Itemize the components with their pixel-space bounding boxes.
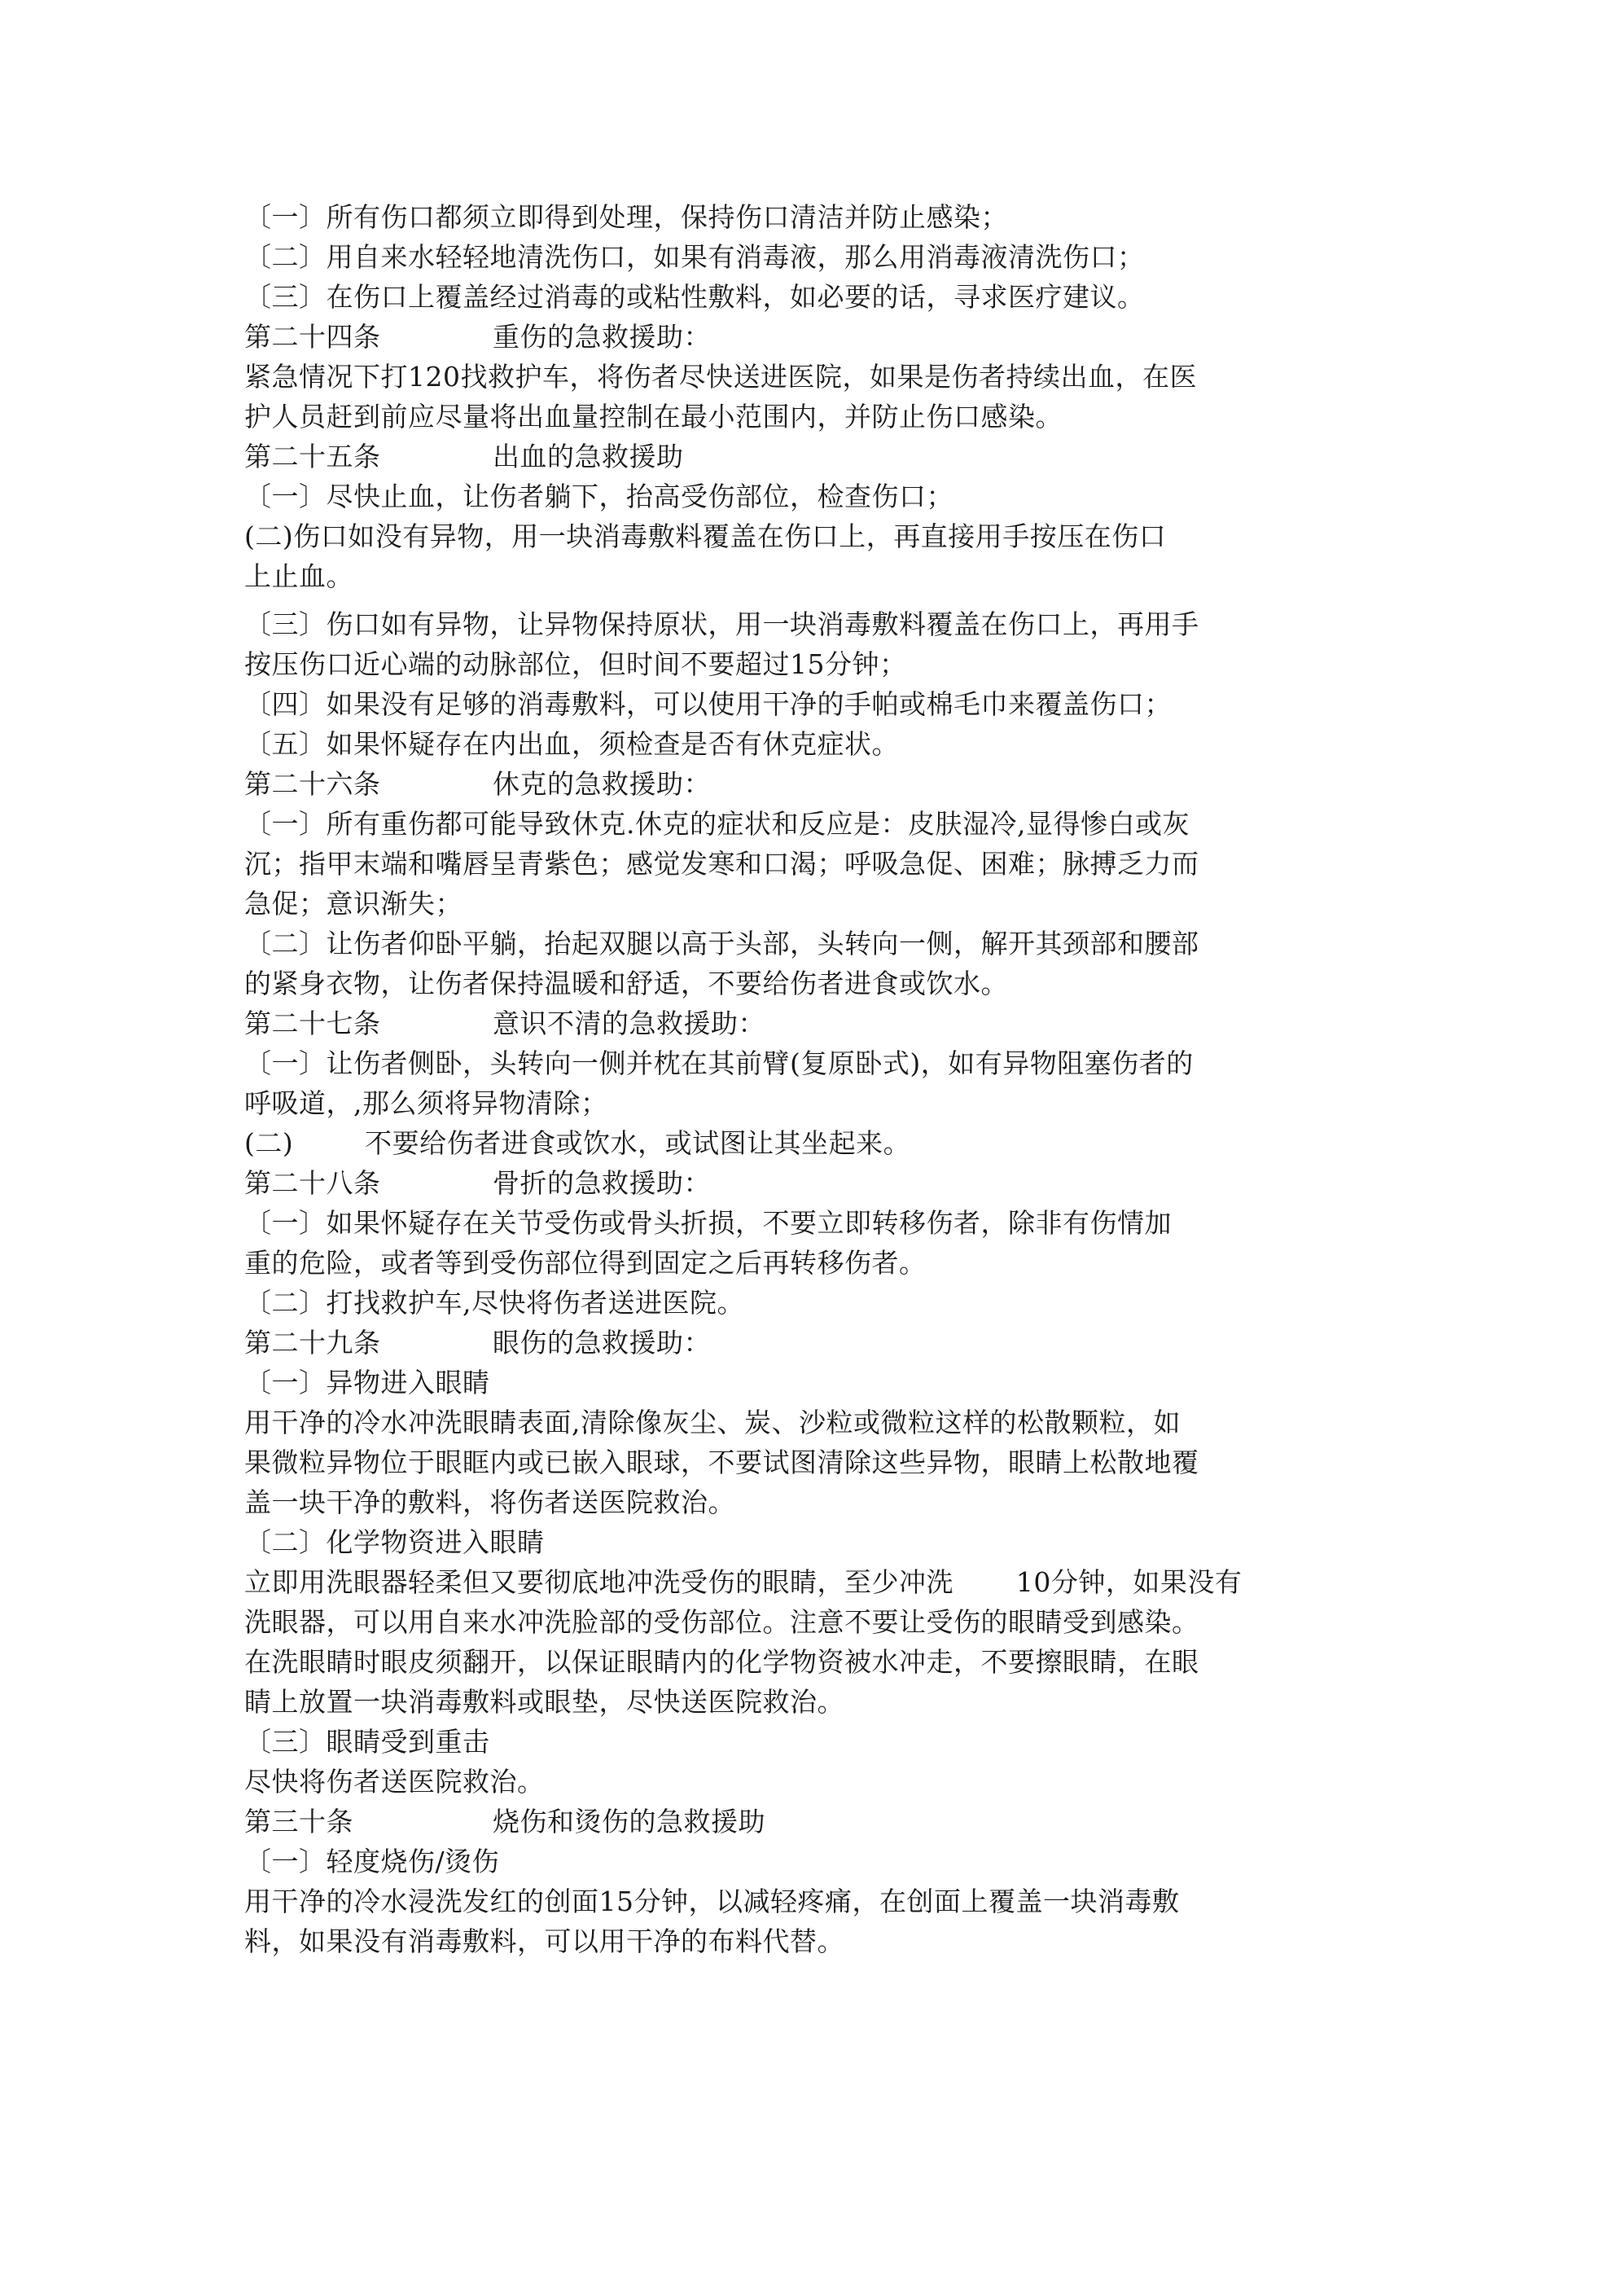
article-heading <box>244 1003 1384 1043</box>
text-line: 〔四〕如果没有足够的消毒敷料，可以使用干净的手帕或棉毛巾来覆盖伤口； <box>244 688 1172 720</box>
text-line: 用干净的冷水冲洗眼睛表面,清除像灰尘、炭、沙粒或微粒这样的松散颗粒，如 <box>244 1407 1181 1438</box>
text-line: 〔五〕如果怀疑存在内出血，须检查是否有休克症状。 <box>244 728 899 760</box>
text-line: 〔二〕用自来水轻轻地清洗伤口，如果有消毒液，那么用消毒液清洗伤口； <box>244 241 1145 273</box>
text-line: 的紧身衣物，让伤者保持温暖和舒适，不要给伤者进食或饮水。 <box>244 968 1008 999</box>
article-number: 第三十条 <box>244 1806 353 1837</box>
article-number: 第二十七条 <box>244 1008 381 1039</box>
text-line: 立即用洗眼器轻柔但又要彻底地冲洗受伤的眼睛，至少冲洗 10分钟，如果没有 <box>244 1566 1243 1598</box>
text-line: 用干净的冷水浸洗发红的创面15分钟，以减轻疼痛，在创面上覆盖一块消毒敷 <box>244 1886 1180 1917</box>
article-number: 第二十八条 <box>244 1167 381 1199</box>
text-line: 睛上放置一块消毒敷料或眼垫，尽快送医院救治。 <box>244 1686 844 1718</box>
article-heading <box>244 1323 1384 1363</box>
article-heading <box>244 1163 1384 1203</box>
text-line: (二)伤口如没有异物，用一块消毒敷料覆盖在伤口上，再直接用手按压在伤口 <box>244 520 1167 552</box>
text-line: 〔三〕伤口如有异物，让异物保持原状，用一块消毒敷料覆盖在伤口上，再用手 <box>244 608 1199 640</box>
text-line: 〔一〕轻度烧伤/烫伤 <box>244 1846 500 1877</box>
article-title: 重伤的急救援助： <box>493 321 711 353</box>
text-line: 盖一块干净的敷料，将伤者送医院救治。 <box>244 1486 735 1518</box>
article-number: 第二十六条 <box>244 768 381 800</box>
text-line: 〔二〕化学物资进入眼睛 <box>244 1526 545 1558</box>
article-number: 第二十九条 <box>244 1327 381 1359</box>
article-number: 第二十五条 <box>244 441 381 472</box>
text-line: 料，如果没有消毒敷料，可以用干净的布料代替。 <box>244 1925 844 1957</box>
text-line: 〔二〕让伤者仰卧平躺，抬起双腿以高于头部，头转向一侧，解开其颈部和腰部 <box>244 928 1199 959</box>
text-line: 〔三〕在伤口上覆盖经过消毒的或粘性敷料，如必要的话，寻求医疗建议。 <box>244 281 1145 313</box>
article-title: 出血的急救援助 <box>493 441 684 472</box>
article-number: 第二十四条 <box>244 321 381 353</box>
text-line: 〔一〕所有重伤都可能导致休克.休克的症状和反应是：皮肤湿冷,显得惨白或灰 <box>244 808 1190 840</box>
text-line: 〔一〕如果怀疑存在关节受伤或骨头折损，不要立即转移伤者，除非有伤情加 <box>244 1207 1172 1239</box>
text-line: 紧急情况下打120找救护车，将伤者尽快送进医院，如果是伤者持续出血，在医 <box>244 361 1197 393</box>
text-line: 重的危险，或者等到受伤部位得到固定之后再转移伤者。 <box>244 1247 927 1279</box>
text-line: 呼吸道，,那么须将异物清除； <box>244 1087 608 1119</box>
article-heading <box>244 1802 1384 1842</box>
text-line: 洗眼器，可以用自来水冲洗脸部的受伤部位。注意不要让受伤的眼睛受到感染。 <box>244 1606 1199 1638</box>
article-title: 烧伤和烫伤的急救援助 <box>493 1806 765 1837</box>
article-title: 休克的急救援助： <box>493 768 711 800</box>
text-line: 护人员赶到前应尽量将出血量控制在最小范围内，并防止伤口感染。 <box>244 401 1063 432</box>
text-line: 〔一〕所有伤口都须立即得到处理，保持伤口清洁并防止感染； <box>244 201 1008 233</box>
text-line: (二) 不要给伤者进食或饮水，或试图让其坐起来。 <box>244 1127 911 1159</box>
article-title: 意识不清的急救援助： <box>493 1008 765 1039</box>
text-line: 〔三〕眼睛受到重击 <box>244 1726 490 1758</box>
text-line: 〔一〕尽快止血，让伤者躺下，抬高受伤部位，检查伤口； <box>244 481 953 512</box>
article-heading <box>244 437 1384 476</box>
text-line: 按压伤口近心端的动脉部位，但时间不要超过15分钟； <box>244 648 907 680</box>
text-line: 上止血。 <box>244 560 353 592</box>
text-line: 急促；意识渐失； <box>244 888 462 920</box>
text-line: 〔一〕异物进入眼睛 <box>244 1367 490 1398</box>
text-line: 〔一〕让伤者侧卧，头转向一侧并枕在其前臂(复原卧式)，如有异物阻塞伤者的 <box>244 1047 1194 1079</box>
text-line: 〔二〕打找救护车,尽快将伤者送进医院。 <box>244 1287 744 1319</box>
text-line: 沉；指甲末端和嘴唇呈青紫色；感觉发寒和口渴；呼吸急促、困难；脉搏乏力而 <box>244 848 1199 880</box>
article-title: 骨折的急救援助： <box>493 1167 711 1199</box>
article-heading <box>244 764 1384 804</box>
text-line: 果微粒异物位于眼眶内或已嵌入眼球，不要试图清除这些异物，眼睛上松散地覆 <box>244 1447 1199 1478</box>
document-body <box>244 197 1384 1961</box>
article-heading <box>244 317 1384 357</box>
text-line: 尽快将伤者送医院救治。 <box>244 1766 545 1798</box>
article-title: 眼伤的急救援助： <box>493 1327 711 1359</box>
text-line: 在洗眼睛时眼皮须翻开，以保证眼睛内的化学物资被水冲走，不要擦眼睛，在眼 <box>244 1646 1199 1678</box>
